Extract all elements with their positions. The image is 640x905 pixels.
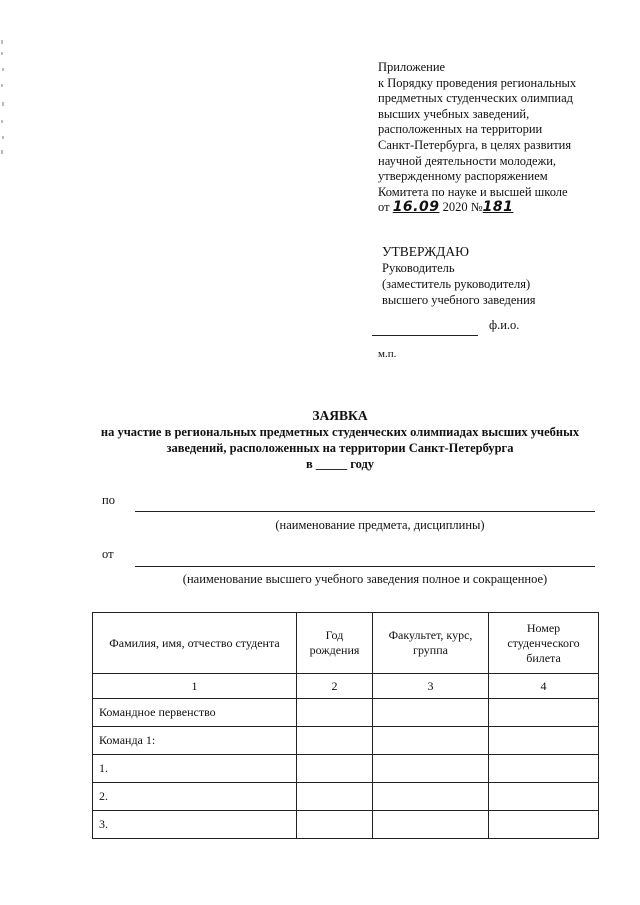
- table-cell[interactable]: [373, 783, 489, 811]
- table-row: [93, 755, 599, 783]
- heading-line: на участие в региональных предметных студенческих олимпиадах высших учебных: [100, 425, 580, 439]
- institution-caption: (наименование высшего учебного заведения полное и сокращенное): [182, 572, 548, 586]
- appendix-line: утвержденному распоряжением: [378, 169, 548, 184]
- table-cell[interactable]: [373, 727, 489, 755]
- scan-artifact-marks: [0, 40, 6, 155]
- appendix-line: расположенных на территории: [378, 122, 543, 137]
- table-cell[interactable]: [297, 755, 373, 783]
- table-row: [93, 783, 599, 811]
- number-sign: №: [470, 200, 483, 215]
- column-header: Номер студенческого билета: [489, 613, 599, 674]
- approval-line: Руководитель: [382, 261, 455, 275]
- heading-year-line: в _____ году: [305, 457, 375, 471]
- signature-line[interactable]: [372, 334, 478, 336]
- table-cell[interactable]: [373, 755, 489, 783]
- decree-date-line: [378, 200, 618, 216]
- row-label: Командное первенство: [93, 699, 297, 727]
- table-cell[interactable]: [489, 755, 599, 783]
- stamp-label: м.п.: [378, 348, 397, 360]
- institution-label: от: [102, 547, 114, 561]
- application-title: ЗАЯВКА: [312, 408, 368, 423]
- approval-title: УТВЕРЖДАЮ: [382, 244, 470, 259]
- table-cell[interactable]: [297, 811, 373, 839]
- appendix-line: Приложение: [378, 60, 446, 74]
- table-cell[interactable]: [489, 727, 599, 755]
- table-header-row: [93, 613, 599, 674]
- handwritten-number: 181: [482, 199, 514, 216]
- row-label: 1.: [93, 755, 297, 783]
- table-cell[interactable]: [297, 699, 373, 727]
- approval-line: (заместитель руководителя): [382, 277, 531, 291]
- table-cell[interactable]: [297, 783, 373, 811]
- appendix-line: Комитета по науке и высшей школе: [378, 184, 568, 199]
- column-number-row: [93, 674, 599, 699]
- table-cell[interactable]: [489, 699, 599, 727]
- table-cell[interactable]: [373, 699, 489, 727]
- heading-line: заведений, расположенных на территории Санкт-Петербурга: [166, 441, 514, 455]
- row-label: 2.: [93, 783, 297, 811]
- column-number: 3: [373, 674, 489, 699]
- column-number: 4: [489, 674, 599, 699]
- appendix-line: к Порядку проведения региональных: [378, 75, 577, 90]
- appendix-line: предметных студенческих олимпиад: [378, 91, 574, 106]
- appendix-note: [378, 60, 618, 216]
- fio-label: ф.и.о.: [489, 318, 520, 332]
- table-row: [93, 811, 599, 839]
- subject-field[interactable]: [135, 510, 595, 512]
- application-heading: [60, 408, 620, 472]
- subject-label: по: [102, 493, 115, 507]
- handwritten-date: 16.09: [392, 199, 440, 216]
- column-number: 1: [93, 674, 297, 699]
- table-cell[interactable]: [489, 783, 599, 811]
- table-row: [93, 727, 599, 755]
- table-cell[interactable]: [297, 727, 373, 755]
- row-label: 3.: [93, 811, 297, 839]
- decree-year: 2020: [442, 200, 468, 215]
- participants-table: [92, 612, 599, 839]
- subject-caption: (наименование предмета, дисциплины): [275, 518, 485, 532]
- column-header: Факультет, курс, группа: [373, 613, 489, 674]
- table-cell[interactable]: [373, 811, 489, 839]
- approval-line: высшего учебного заведения: [382, 293, 536, 307]
- column-number: 2: [297, 674, 373, 699]
- date-prefix: от: [378, 200, 390, 215]
- approval-block: [382, 244, 612, 308]
- row-label: Команда 1:: [93, 727, 297, 755]
- appendix-line: Санкт-Петербурга, в целях развития: [378, 137, 572, 152]
- appendix-line: высших учебных заведений,: [378, 106, 530, 121]
- appendix-line: научной деятельности молодежи,: [378, 153, 557, 168]
- table-cell[interactable]: [489, 811, 599, 839]
- table-row: [93, 699, 599, 727]
- column-header: Фамилия, имя, отчество студента: [93, 613, 297, 674]
- column-header: Год рождения: [297, 613, 373, 674]
- institution-field[interactable]: [135, 565, 595, 567]
